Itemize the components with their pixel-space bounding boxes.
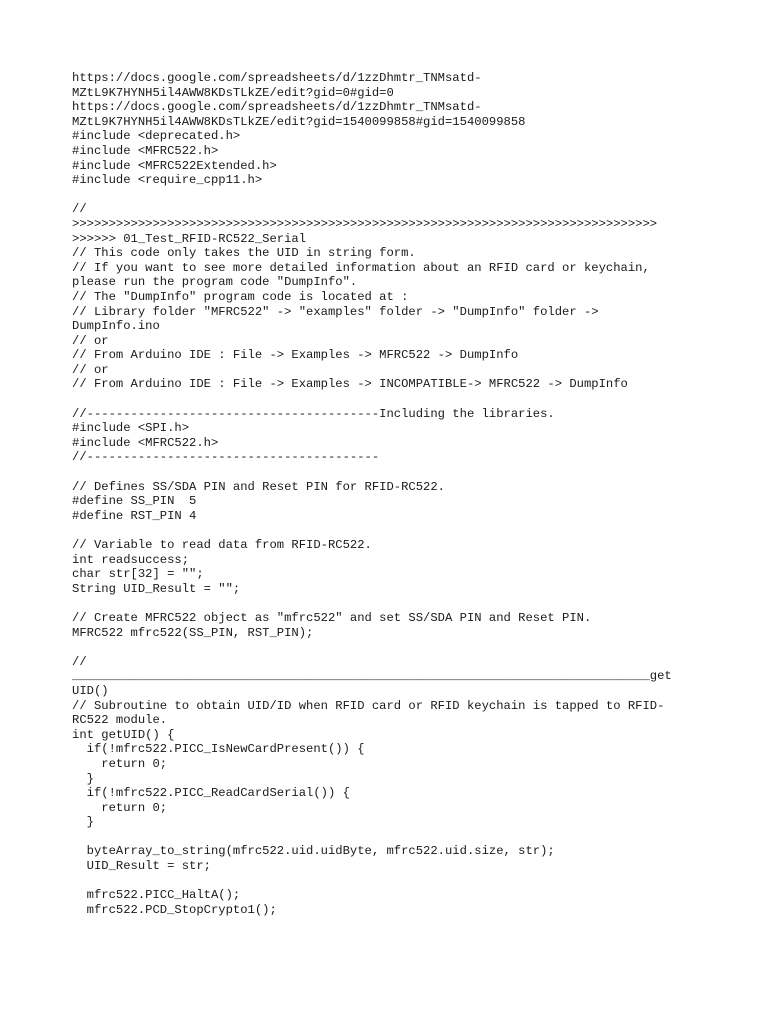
code-line: // This code only takes the UID in string form. [72,246,416,261]
code-line: >>>>>> 01_Test_RFID-RC522_Serial [72,231,307,246]
blank-line [72,523,712,538]
code-line: #define SS_PIN 5 [72,494,197,509]
code-line: #include <MFRC522Extended.h> [72,158,277,173]
code-line: MZtL9K7HYNH5il4AWW8KDsTLkZE/edit?gid=0#gid=0 [72,85,394,100]
code-line: MZtL9K7HYNH5il4AWW8KDsTLkZE/edit?gid=1540099858#gid=1540099858 [72,114,526,129]
code-line: #include <MFRC522.h> [72,435,219,450]
code-line: // [72,654,87,669]
code-line: UID() [72,683,109,698]
blank-line [72,465,712,480]
code-line: //----------------------------------------Including the libraries. [72,406,555,421]
code-line: RC522 module. [72,713,168,728]
code-line: https://docs.google.com/spreadsheets/d/1zzDhmtr_TNMsatd- [72,100,482,115]
code-line: please run the program code "DumpInfo". [72,275,358,290]
blank-line [72,830,712,845]
code-line: // Library folder "MFRC522" -> "examples" folder -> "DumpInfo" folder -> [72,304,599,319]
code-line: #include <SPI.h> [72,421,190,436]
code-line: int readsuccess; [72,552,190,567]
code-line: // Create MFRC522 object as "mfrc522" and set SS/SDA PIN and Reset PIN. [72,610,592,625]
code-line: } [72,815,94,830]
code-line: https://docs.google.com/spreadsheets/d/1zzDhmtr_TNMsatd- [72,71,482,85]
blank-line [72,392,712,407]
code-line: // The "DumpInfo" program code is located at : [72,289,409,304]
code-line: #define RST_PIN 4 [72,508,197,523]
code-line: byteArray_to_string(mfrc522.uid.uidByte, mfrc522.uid.size, str); [72,844,555,859]
code-line: // or [72,333,109,348]
code-line: MFRC522 mfrc522(SS_PIN, RST_PIN); [72,625,314,640]
code-line: _______________________________________________________________________________get [72,669,672,684]
blank-line [72,874,712,889]
code-line: int getUID() { [72,727,175,742]
blank-line [72,596,712,611]
code-line: DumpInfo.ino [72,319,160,334]
code-line: // If you want to see more detailed information about an RFID card or keychain, [72,260,650,275]
code-line: // [72,202,87,217]
code-line: #include <require_cpp11.h> [72,173,263,188]
code-line: // Variable to read data from RFID-RC522. [72,538,372,552]
document-page [72,71,712,917]
code-line: return 0; [72,800,168,815]
code-line: // From Arduino IDE : File -> Examples -> MFRC522 -> DumpInfo [72,348,519,363]
code-line: UID_Result = str; [72,859,211,874]
code-line: char str[32] = ""; [72,567,204,582]
code-line: // From Arduino IDE : File -> Examples -> INCOMPATIBLE-> MFRC522 -> DumpInfo [72,377,628,392]
blank-line [72,188,712,203]
code-line: } [72,771,94,786]
code-line: //---------------------------------------- [72,450,380,465]
code-line: if(!mfrc522.PICC_IsNewCardPresent()) { [72,742,365,757]
code-line: return 0; [72,756,168,771]
code-line: >>>>>>>>>>>>>>>>>>>>>>>>>>>>>>>>>>>>>>>>>>>>>>>>>>>>>>>>>>>>>>>>>>>>>>>>>>>>>>>> [72,216,658,231]
code-line: #include <MFRC522.h> [72,143,219,158]
code-line: // Subroutine to obtain UID/ID when RFID card or RFID keychain is tapped to RFID- [72,698,665,713]
code-line: mfrc522.PCD_StopCrypto1(); [72,902,277,917]
blank-line [72,640,712,655]
code-line: mfrc522.PICC_HaltA(); [72,888,241,903]
code-line: if(!mfrc522.PICC_ReadCardSerial()) { [72,786,350,801]
code-line: #include <deprecated.h> [72,129,241,144]
code-body [72,71,712,917]
code-line: // or [72,362,109,377]
code-line: String UID_Result = ""; [72,581,241,596]
code-line: // Defines SS/SDA PIN and Reset PIN for RFID-RC522. [72,479,445,494]
